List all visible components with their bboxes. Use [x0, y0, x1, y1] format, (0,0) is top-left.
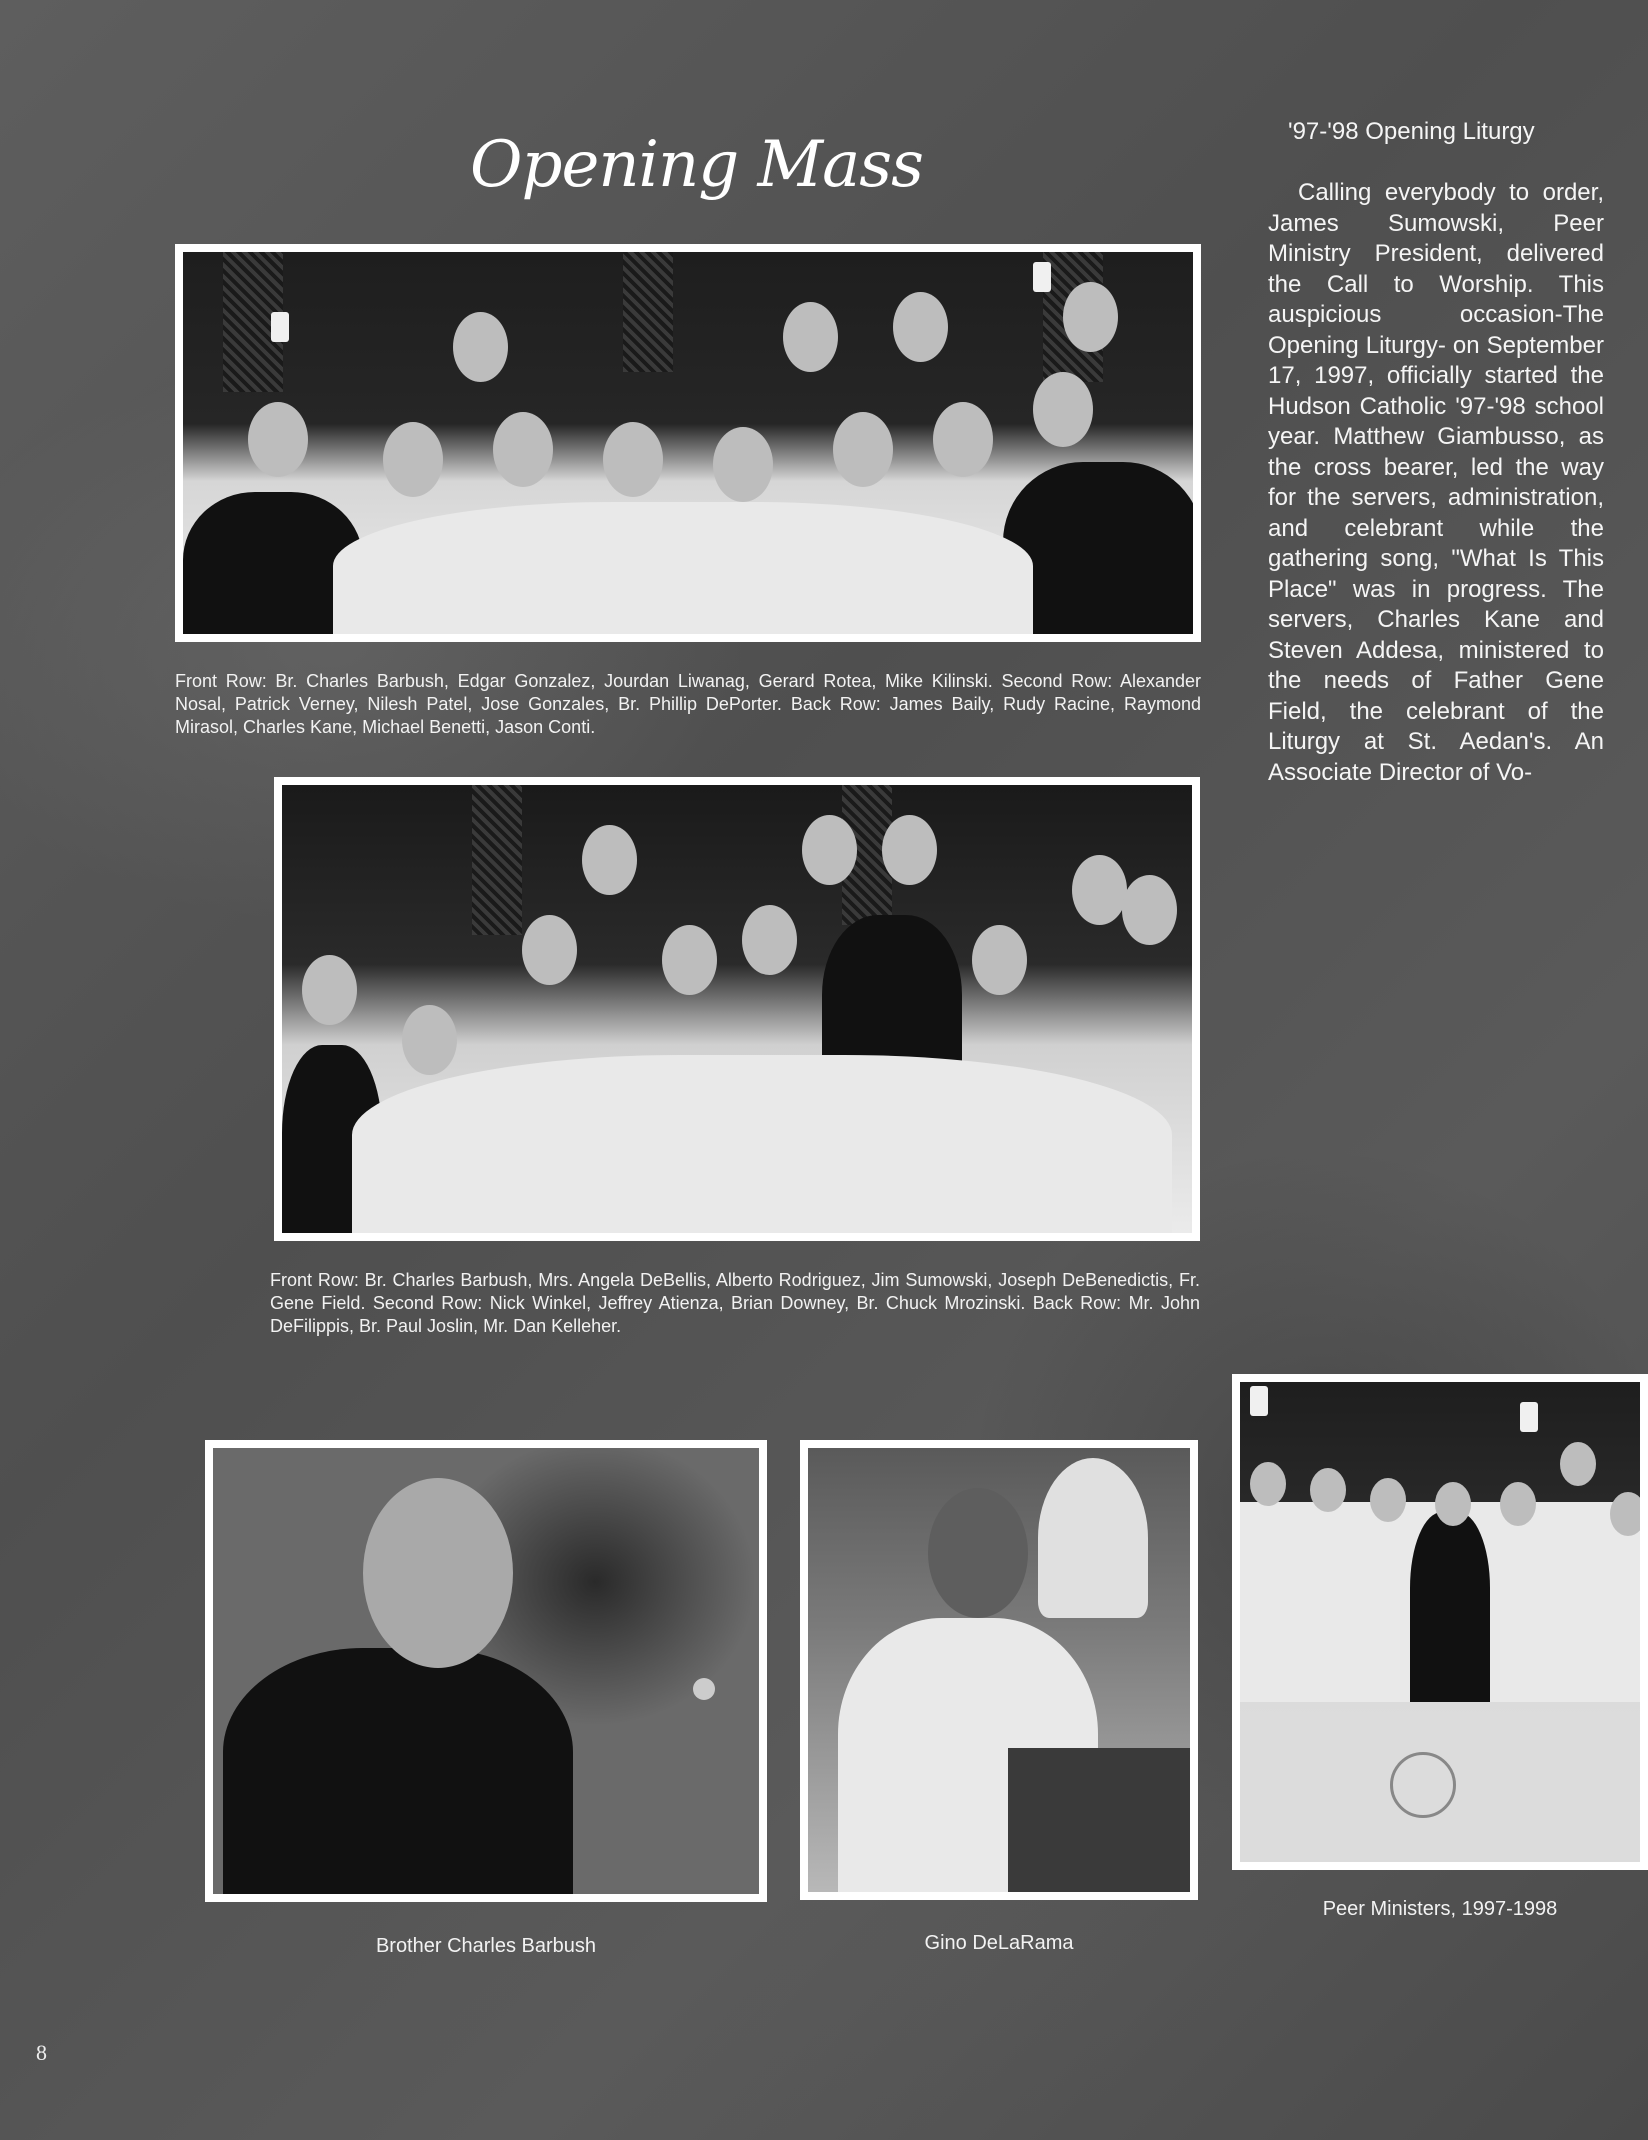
delarama-photo: [800, 1440, 1198, 1900]
article-body: Calling everybody to order, James Sumowski, Peer Ministry President, delivered the Call to Worship. This auspicious occasion-The Opening Liturgy- on September 17, 1997, officially started the Hudson Catholic '97-'98 school year. Matthew Giambusso, as the cross bearer, led the way for the servers, administration, and celebrant while the gathering song, "What Is This Place" was in progress. The servers, Charles Kane and Steven Addesa, ministered to the needs of Father Gene Field, the celebrant of the Liturgy at St. Aedan's. An Associate Director of Vo-: [1268, 179, 1604, 786]
page-number: 8: [36, 2040, 47, 2065]
page-title: Opening Mass: [470, 128, 923, 202]
group-photo-1: [175, 244, 1201, 642]
photo-3-caption: Brother Charles Barbush: [375, 1935, 597, 1957]
barbush-photo: [205, 1440, 767, 1902]
group-photo-2: [274, 777, 1200, 1241]
photo-1-caption: Front Row: Br. Charles Barbush, Edgar Gonzalez, Jourdan Liwanag, Gerard Rotea, Mike Kilinski. Second Row: Alexander Nosal, Patrick Verney, Nilesh Patel, Jose Gonzales, Br. Phillip DePorter. Back Row: James Baily, Rudy Racine, Raymond Mirasol, Charles Kane, Michael Benetti, Jason Conti.: [175, 671, 1201, 737]
peer-ministers-photo: [1232, 1374, 1648, 1870]
photo-4-caption: Gino DeLaRama: [924, 1932, 1074, 1954]
photo-5-caption: Peer Ministers, 1997-1998: [1322, 1898, 1558, 1920]
article-heading: '97-'98 Opening Liturgy: [1288, 118, 1535, 145]
photo-2-caption: Front Row: Br. Charles Barbush, Mrs. Angela DeBellis, Alberto Rodriguez, Jim Sumowski, Joseph DeBenedictis, Fr. Gene Field. Second Row: Nick Winkel, Jeffrey Atienza, Brian Downey, Br. Chuck Mrozinski. Back Row: Mr. John DeFilippis, Br. Paul Joslin, Mr. Dan Kelleher.: [270, 1270, 1200, 1336]
